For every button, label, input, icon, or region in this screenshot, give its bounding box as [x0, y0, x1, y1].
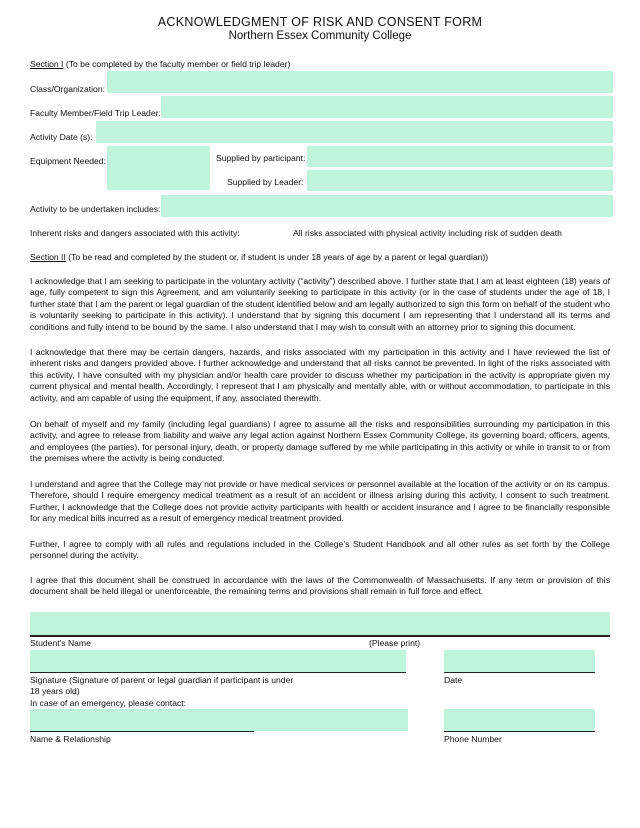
activity-label: Activity to be undertaken includes:: [30, 204, 161, 214]
section1-heading-note: (To be completed by the faculty member or field trip leader): [65, 59, 291, 69]
section1-heading-row: [30, 59, 290, 70]
activity-date-label: Activity Date (s):: [30, 132, 93, 142]
supplied-participant-field[interactable]: [307, 146, 613, 167]
paragraph-release-liability: On behalf of myself and my family (including legal guardians) I agree to assume all the risks and responsibilities surrounding my participation in this activity, and agree to release from liability and waive any legal action against Northern Essex Community College, its governing board, officers, agents, and employees (the parties), for personal injury, death, or property damage suffered by me while participating in this activity or while in transit to or from the premises where the activity is being conducted.: [30, 419, 610, 464]
signature-field[interactable]: [30, 650, 406, 672]
phone-number-label: Phone Number: [444, 734, 502, 744]
emergency-contact-line: [30, 731, 254, 732]
supplied-leader-field[interactable]: [307, 170, 613, 191]
phone-number-field[interactable]: [444, 709, 595, 731]
paragraph-governing-law: I agree that this document shall be construed in accordance with the laws of the Commonwealth of Massachusetts. If any term or provision of this document shall be held illegal or unenforceable, the remaining terms and provisions shall remain in full force and effect.: [30, 575, 610, 597]
paragraph-comply-rules: Further, I agree to comply with all rules and regulations included in the College’s Student Handbook and all other rules as set forth by the College personnel during the activity.: [30, 539, 610, 561]
paragraph-acknowledge-participation: I acknowledge that I am seeking to participate in the voluntary activity (“activity”) described above. I further state that I am at least eighteen (18) years of age, fully competent to sign this Agreement, and am voluntarily seeking to participate in this activity (or in the case of students under the age of 18, I further state that I am the parent or legal guardian of the student identified below and am legally authorized to sign this form on behalf of the student who is voluntarily seeking to participate in this activity). I understand that by signing this document I am representing that I understand all its terms and conditions and fully intend to be bound by the same. I also understand that I may wish to consult with an attorney prior to signing this document.: [30, 276, 610, 332]
equipment-label: Equipment Needed:: [30, 156, 106, 166]
equipment-needed-field[interactable]: [107, 146, 210, 190]
activity-field[interactable]: [161, 195, 613, 217]
class-organization-field[interactable]: [107, 71, 613, 93]
student-name-field[interactable]: [30, 612, 610, 635]
signature-line: [30, 672, 406, 673]
supplied-leader-label: Supplied by Leader:: [227, 177, 304, 187]
section2-heading-note: (To be read and completed by the student or, if student is under 18 years of age by a parent or legal guardian)): [68, 252, 489, 262]
class-label: Class/Organization:: [30, 84, 105, 94]
form-title: ACKNOWLEDGMENT OF RISK AND CONSENT FORM: [157, 15, 483, 29]
name-relationship-label: Name & Relationship: [30, 734, 111, 744]
section1-heading: Section I: [30, 59, 64, 69]
date-field[interactable]: [444, 650, 595, 672]
please-print-label: (Please print): [369, 638, 421, 648]
signature-label: Signature (Signature of parent or legal guardian if participant is under: [30, 675, 294, 685]
section2-heading: Section II: [30, 252, 66, 262]
signature-label-age: 18 years old): [30, 686, 80, 696]
date-label: Date: [444, 675, 463, 685]
risks-value: All risks associated with physical activity including risk of sudden death: [293, 228, 562, 238]
risks-label: Inherent risks and dangers associated with this activity:: [30, 228, 240, 238]
college-name: Northern Essex Community College: [228, 30, 412, 42]
date-line: [444, 672, 595, 673]
student-name-label: Student's Name: [30, 638, 91, 648]
activity-date-field[interactable]: [96, 121, 613, 143]
emergency-contact-field[interactable]: [30, 709, 408, 731]
paragraph-acknowledge-risks: I acknowledge that there may be certain dangers, hazards, and risks associated with my participation in this activity and I have reviewed the list of inherent risks and dangers provided above. I further acknowledge and understand that all risks cannot be prevented. In light of the risks associated with this activity, I have consulted with my physician and/or health care provider to discuss whether my participation in the activity is appropriate given my current physical and mental health. Accordingly, I represent that I am physically and mentally able, with or without accommodation, to participate in this activity, and am capable of using the equipment, if any, associated therewith.: [30, 347, 610, 403]
faculty-label: Faculty Member/Field Trip Leader:: [30, 108, 161, 118]
student-name-line: [30, 635, 610, 637]
section2-heading-row: [30, 252, 488, 263]
supplied-participant-label: Supplied by participant:: [216, 153, 306, 163]
phone-number-line: [444, 731, 595, 732]
emergency-label: In case of an emergency, please contact:: [30, 698, 187, 708]
faculty-leader-field[interactable]: [161, 96, 613, 118]
paragraph-medical-treatment: I understand and agree that the College may not provide or have medical services or personnel available at the location of the activity or on its campus. Therefore, should I require emergency medical treatment as a result of an accident or illness arising during this activity, I consent to such treatment. Further, I acknowledge that the College does not provide activity participants with health or accident insurance and I agree to be financially responsible for any medical bills incurred as a result of emergency medical treatment provided.: [30, 479, 610, 524]
